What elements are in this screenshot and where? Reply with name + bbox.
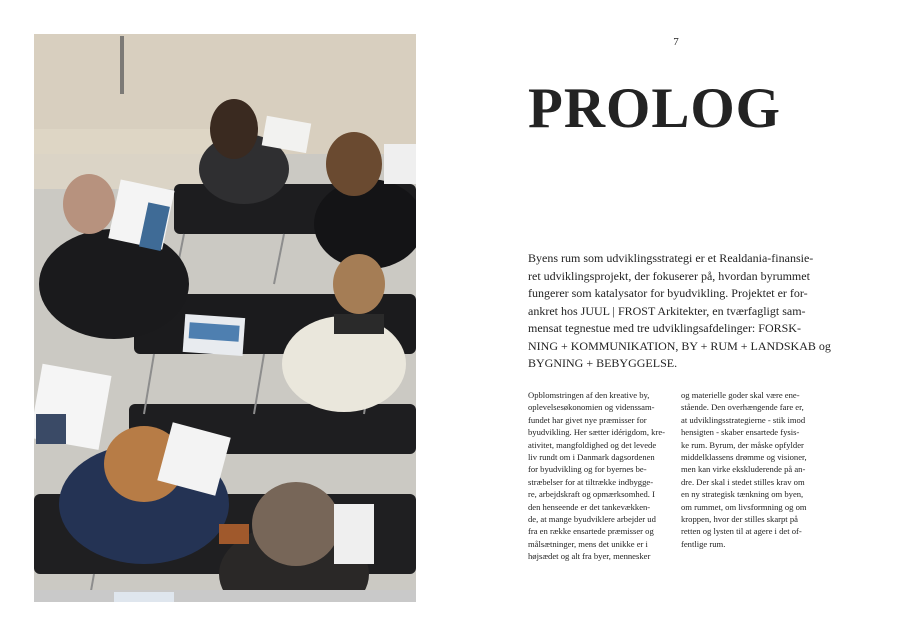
body-line: dre. Der skal i stedet stilles krav om	[681, 476, 805, 487]
seminar-audience-photo	[34, 34, 416, 602]
body-line: de, at mange byudviklere arbejder ud	[528, 514, 656, 525]
body-line: men kan virke ekskluderende på an-	[681, 464, 806, 475]
lead-line: Byens rum som udviklingsstrategi er et Realdania-finansie-	[528, 251, 814, 265]
body-line: retten og lysten til at agere i det of-	[681, 526, 802, 537]
body-line: en ny strategisk tænkning om byen,	[681, 489, 804, 500]
lead-line: mensat tegnestue med tre udviklingsafdelinger: FORSK-	[528, 321, 801, 335]
body-column-right	[681, 389, 823, 550]
body-line: middelklassens drømme og visioner,	[681, 452, 807, 463]
body-line: kroppen, hvor der stilles skarpt på	[681, 514, 798, 525]
body-column-left	[528, 389, 670, 563]
body-line: fundet har givet nye præmisser for	[528, 414, 647, 425]
lead-line: NING + KOMMUNIKATION, BY + RUM + LANDSKAB og	[528, 338, 831, 353]
body-line: liv rundt om i Danmark dagsordenen	[528, 452, 655, 463]
body-line: fra en række ensartede præmisser og	[528, 526, 654, 537]
body-line: og materielle goder skal være ene-	[681, 390, 800, 400]
body-line: ke rum. Byrum, der måske opfylder	[681, 439, 804, 450]
body-line: ativitet, mangfoldighed og det levede	[528, 439, 657, 450]
lead-line: BYGNING + BEBYGGELSE.	[528, 356, 678, 370]
body-line: målsætninger, mens det unikke er i	[528, 538, 648, 549]
lead-line: ankret hos JUUL | FROST Arkitekter, en tværfagligt sam-	[528, 303, 806, 318]
body-line: re, arbejdskraft og opmærksomhed. I	[528, 489, 655, 500]
page-title: PROLOG	[528, 77, 782, 140]
body-line: Opblomstringen af den kreative by,	[528, 390, 650, 400]
body-line: om rummet, om livsformning og om	[681, 501, 807, 512]
lead-paragraph	[528, 250, 831, 373]
body-line: fentlige rum.	[681, 538, 726, 549]
body-line: stræbelser for at tiltrække indbygge-	[528, 476, 654, 487]
body-line: oplevelsesøkonomien og videnssam-	[528, 402, 655, 413]
body-line: byudvikling. Her sætter idérigdom, kre-	[528, 427, 665, 438]
body-line: stående. Den overhængende fare er,	[681, 402, 804, 413]
lead-line: fungerer som katalysator for byudvikling. Projektet er for-	[528, 286, 808, 300]
body-line: at udviklingsstrategierne - stik imod	[681, 414, 806, 425]
body-line: den henseende er det tankevækken-	[528, 501, 651, 512]
body-line: hensigten - skaber ensartede fysis-	[681, 427, 800, 438]
lead-line: ret udviklingsprojekt, der fokuserer på, hvordan byrummet	[528, 268, 810, 283]
body-line: for byudvikling og for byernes be-	[528, 464, 647, 475]
body-line: højsædet og alt fra byer, mennesker	[528, 551, 651, 562]
page-number: 7	[673, 36, 679, 48]
